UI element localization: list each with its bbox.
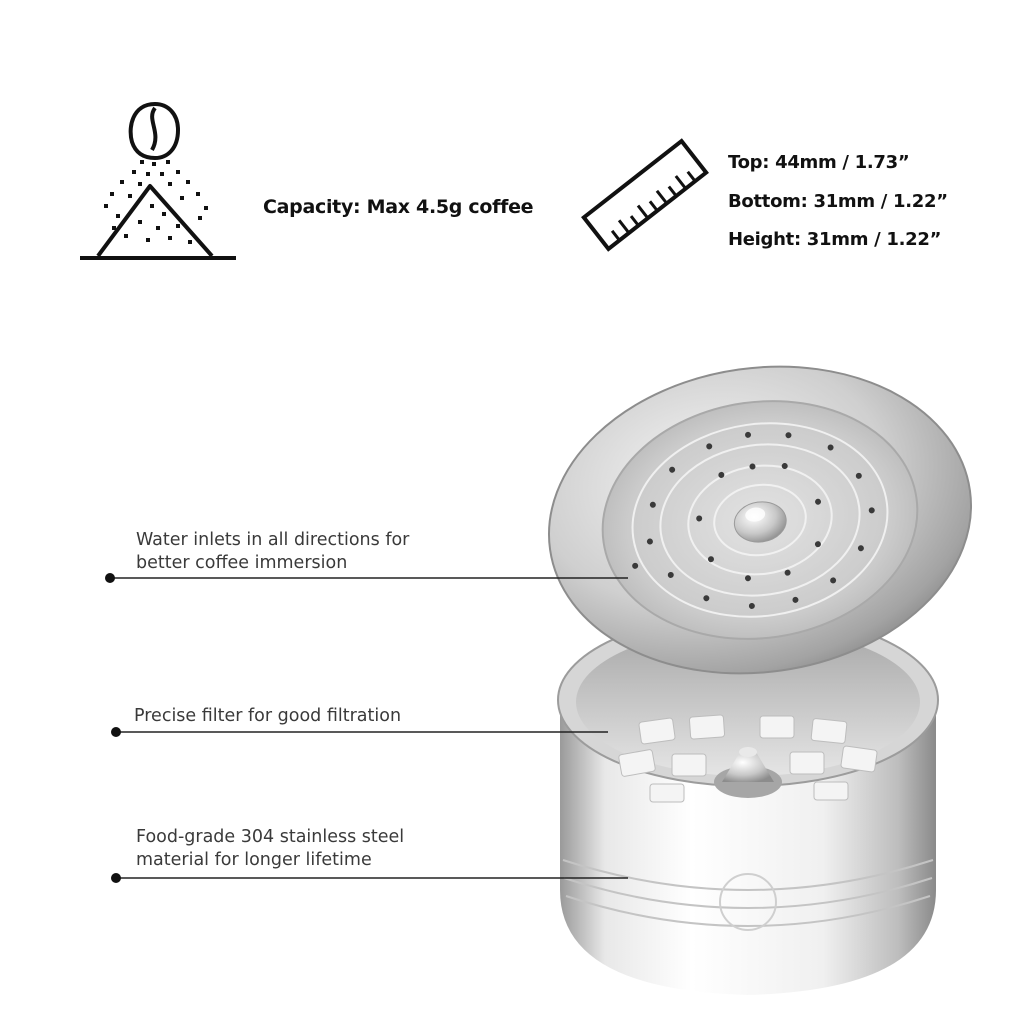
dimension-top: Top: 44mm / 1.73”: [728, 152, 910, 173]
callout-dot-3: [111, 873, 121, 883]
callout-dot-1: [105, 573, 115, 583]
callout-water-inlets-line1: Water inlets in all directions for: [136, 530, 410, 550]
callout-filter: [134, 705, 401, 728]
callout-material: [136, 826, 404, 872]
dimension-height: Height: 31mm / 1.22”: [728, 229, 942, 250]
callout-water-inlets: [136, 529, 409, 575]
callout-material-line2: material for longer lifetime: [136, 850, 372, 870]
capacity-text: Capacity: Max 4.5g coffee: [263, 196, 534, 218]
callout-material-line1: Food-grade 304 stainless steel: [136, 827, 405, 847]
dimension-bottom: Bottom: 31mm / 1.22”: [728, 191, 948, 212]
callout-water-inlets-line2: better coffee immersion: [136, 553, 348, 573]
callout-dot-2: [111, 727, 121, 737]
callout-filter-line1: Precise filter for good filtration: [134, 706, 402, 726]
